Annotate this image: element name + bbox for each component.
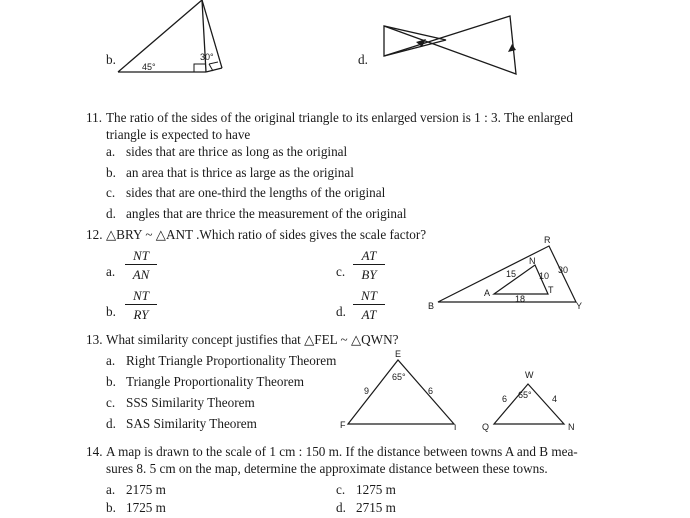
svg-text:Q: Q [482,422,490,432]
q12-option-c-fraction: AT BY [353,248,385,282]
q14-option-c: 1275 m [356,482,396,497]
svg-text:E: E [395,349,402,359]
option-d-label: d. [358,52,368,67]
q11-option-a-letter: a. [106,144,116,159]
svg-text:6: 6 [428,386,434,396]
figure-d-bowtie [376,14,526,76]
q13-option-c-letter: c. [106,395,116,410]
q13-option-b: Triangle Proportionality Theorem [126,374,305,389]
q13-option-d-letter: d. [106,416,116,431]
svg-text:4: 4 [552,394,558,404]
figure-b-triangle [110,0,230,82]
svg-text:F: F [340,420,346,430]
svg-text:6: 6 [502,394,508,404]
q14-option-a-letter: a. [106,482,116,497]
svg-text:T: T [548,285,554,295]
q12-option-b-letter: b. [106,304,116,319]
q14-option-d: 2715 m [356,500,396,515]
q11-option-d-letter: d. [106,206,116,221]
q12-number: 12. [86,227,103,242]
q12-figure-triangles [424,232,594,316]
q14-option-c-letter: c. [336,482,346,497]
q11-option-b: an area that is thrice as large as the original [126,165,354,180]
q13-text: What similarity concept justifies that △FEL ~ △QWN? [106,332,399,348]
fig-b-angle-45: 45° [142,62,156,72]
q11-option-c: sides that are one-third the lengths of the original [126,185,386,200]
q12-option-c-letter: c. [336,264,346,279]
option-b-label: b. [106,52,116,67]
fig-b-angle-30: 30° [200,52,214,62]
svg-text:10: 10 [539,271,550,281]
q14-option-d-letter: d. [336,500,346,515]
q13-option-b-letter: b. [106,374,116,389]
q14-text-line1: A map is drawn to the scale of 1 cm : 150 m. If the distance between towns A and B mea- [106,444,578,459]
q11-text-line2: triangle is expected to have [106,127,251,142]
q12-text: △BRY ~ △ANT .Which ratio of sides gives the scale factor? [106,227,427,243]
triangle-symbol: △ [350,333,362,348]
q12-option-a-letter: a. [106,264,116,279]
q13-option-d: SAS Similarity Theorem [126,416,257,431]
svg-text:N: N [568,422,575,432]
svg-text:A: A [484,288,491,298]
svg-text:L: L [454,423,460,430]
triangle-symbol: △ [155,228,166,243]
q13-figure-FEL [336,346,466,430]
q13-option-c: SSS Similarity Theorem [126,395,255,410]
q13-figure-QWN [478,366,588,432]
q14-text-line2: sures 8. 5 cm on the map, determine the approximate distance between these towns. [106,461,548,476]
svg-text:15: 15 [506,269,517,279]
q11-number: 11. [86,110,102,125]
svg-text:30: 30 [558,265,569,275]
svg-text:W: W [525,370,534,380]
triangle-symbol: △ [304,333,315,348]
q11-option-d: angles that are thrice the measurement of the original [126,206,407,221]
q12-option-d-letter: d. [336,304,346,319]
q14-option-b-letter: b. [106,500,116,515]
q13-option-a-letter: a. [106,353,116,368]
q12-option-d-fraction: NT AT [353,288,385,322]
triangle-symbol: △ [106,228,117,243]
svg-text:18: 18 [515,294,526,304]
q14-number: 14. [86,444,103,459]
q11-text-line1: The ratio of the sides of the original triangle to its enlarged version is 1 : 3. The enlarged [106,110,573,125]
q13-number: 13. [86,332,103,347]
q14-option-b: 1725 m [126,500,166,515]
svg-text:Y: Y [576,301,583,311]
q12-option-a-fraction: NT AN [125,248,157,282]
svg-text:65°: 65° [518,390,532,400]
svg-text:B: B [428,301,435,311]
svg-text:N: N [529,256,536,266]
svg-text:65°: 65° [392,372,406,382]
q12-option-b-fraction: NT RY [125,288,157,322]
q11-option-c-letter: c. [106,185,116,200]
q13-option-a: Right Triangle Proportionality Theorem [126,353,337,368]
q14-option-a: 2175 m [126,482,166,497]
svg-text:9: 9 [364,386,370,396]
q11-option-a: sides that are thrice as long as the original [126,144,348,159]
q11-option-b-letter: b. [106,165,116,180]
svg-text:R: R [544,235,551,245]
